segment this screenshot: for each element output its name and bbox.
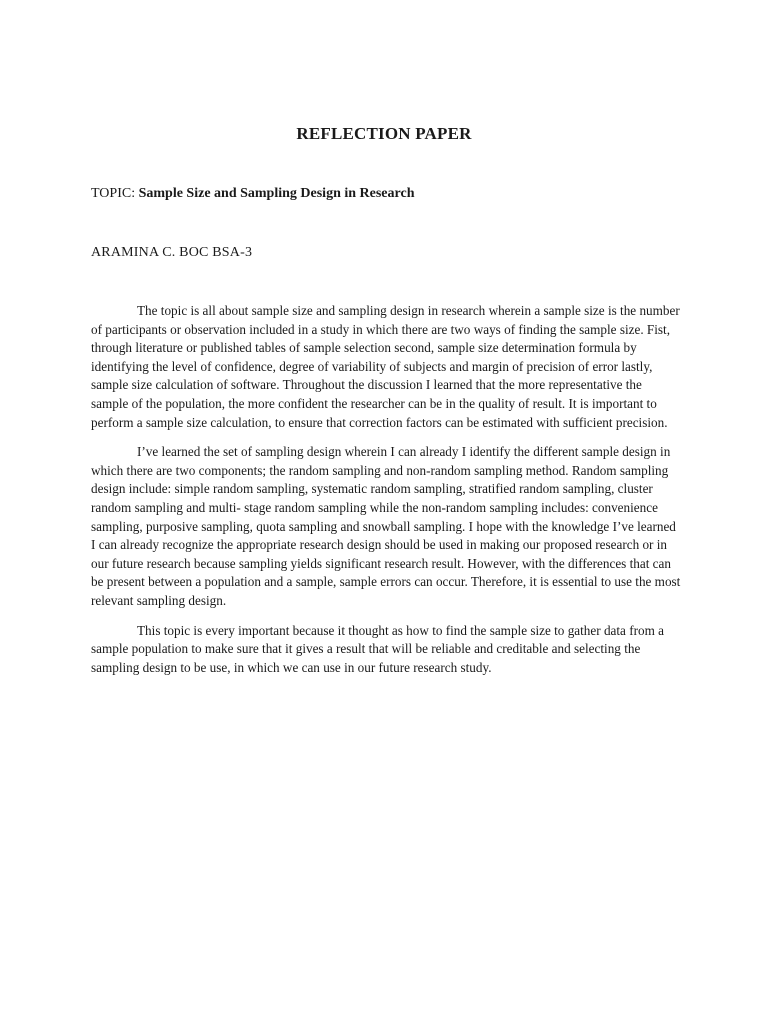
topic-line (91, 186, 414, 202)
topic-value: Sample Size and Sampling Design in Research (138, 186, 415, 201)
page-title: REFLECTION PAPER (296, 124, 472, 143)
paragraph-3: This topic is every important because it thought as how to find the sample size to gather data from a sample population to make sure that it gives a result that will be reliable and creditable and selecting the sampling design to be use, in which we can use in our future research study. (91, 622, 664, 675)
paragraph-1: The topic is all about sample size and sampling design in research wherein a sample size is the number of participants or observation included in a study in which there are two ways of finding the sample size. Fist, through literature or published tables of sample selection second, sample size determination formula by identifying the level of confidence, degree of variability of subjects and margin of precision of error lastly, sample size calculation of software. Throughout the discussion I learned that the more representative the sample of the population, the more confident the researcher can be in the quality of result. It is important to perform a sample size calculation, to ensure that correction factors can be estimated with sufficient precision. (91, 303, 680, 430)
topic-label: TOPIC: (91, 186, 136, 201)
body-text (91, 302, 681, 688)
author-line: ARAMINA C. BOC BSA-3 (91, 245, 253, 260)
paragraph-2: I’ve learned the set of sampling design wherein I can already I identify the different sample design in which there are two components; the random sampling and non-random sampling method. Random sampling design include: simple random sampling, systematic random sampling, stratified random sampling, cluster random sampling and multi- stage random sampling while the non-random sampling includes: convenience sampling, purposive sampling, quota sampling and snowball sampling. I hope with the knowledge I’ve learned I can already recognize the appropriate research design should be used in making our proposed research or in our future research because sampling yields significant research result. However, with the differences that can be present between a population and a sample, sample errors can occur. Therefore, it is essential to use the most relevant sampling design. (91, 444, 681, 608)
